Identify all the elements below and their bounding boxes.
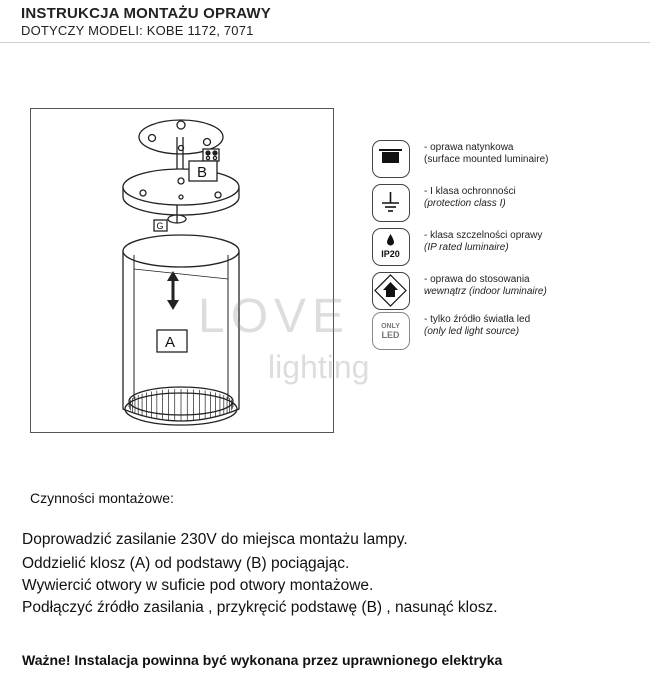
header-divider	[0, 42, 650, 43]
step-3: Wywiercić otwory w suficie pod otwory montażowe.	[22, 577, 374, 594]
legend-item-surface	[372, 140, 632, 180]
watermark-line1: LOVE	[198, 290, 351, 343]
legend-en-0: (surface mounted luminaire)	[424, 154, 549, 165]
label-b: B	[197, 164, 208, 181]
legend-pl-4: - tylko źródło światła led	[424, 314, 531, 325]
page-subtitle: DOTYCZY MODELI: KOBE 1172, 7071	[21, 23, 254, 38]
page-title: INSTRUKCJA MONTAŻU OPRAWY	[21, 5, 271, 22]
label-a: A	[165, 334, 176, 351]
surface-mount-icon	[372, 140, 410, 178]
legend-pl-2: - klasa szczelności oprawy	[424, 230, 543, 241]
ip20-icon	[372, 228, 410, 266]
legend-item-led	[372, 312, 632, 352]
legend-pl-0: - oprawa natynkowa	[424, 142, 514, 153]
warning-text: Ważne! Instalacja powinna być wykonana przez uprawnionego elektryka	[22, 652, 503, 668]
watermark-line2: lighting	[268, 349, 370, 385]
legend-item-ip	[372, 228, 632, 268]
ground-icon	[372, 184, 410, 222]
legend-en-3: wewnątrz (indoor luminaire)	[424, 286, 547, 297]
legend-pl-3: - oprawa do stosowania	[424, 274, 530, 285]
assembly-drawing	[31, 109, 333, 432]
only-led-icon	[372, 312, 410, 350]
legend-en-4: (only led light source)	[424, 326, 520, 337]
legend-item-indoor	[372, 272, 632, 312]
step-1: Doprowadzić zasilanie 230V do miejsca montażu lampy.	[22, 531, 408, 548]
legend-pl-1: - I klasa ochronności	[424, 186, 516, 197]
section-heading: Czynności montażowe:	[30, 490, 174, 506]
assembly-diagram	[30, 108, 334, 433]
legend-item-protection	[372, 184, 632, 224]
legend-en-2: (IP rated luminaire)	[424, 242, 509, 253]
ip20-text: IP20	[381, 249, 400, 259]
step-4: Podłączyć źródło zasilania , przykręcić podstawę (B) , nasunąć klosz.	[22, 599, 498, 616]
indoor-house-icon	[372, 272, 410, 310]
led-text: LED	[381, 330, 400, 340]
legend-en-1: (protection class I)	[424, 198, 506, 209]
step-2: Oddzielić klosz (A) od podstawy (B) pociągając.	[22, 555, 350, 572]
label-g: G	[156, 221, 164, 231]
only-text: ONLY	[381, 323, 400, 330]
